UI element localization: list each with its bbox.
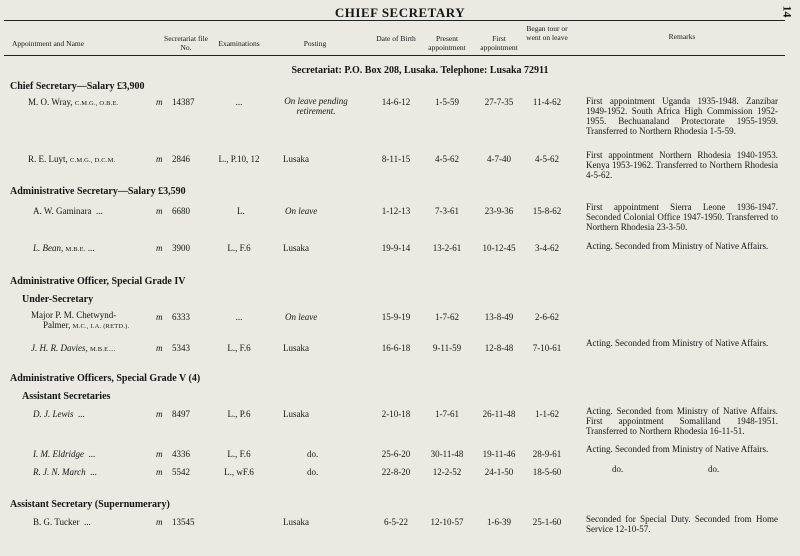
remarks-ditto: do.: [612, 464, 624, 474]
present-appointment: 30-11-48: [430, 449, 464, 459]
secretariat-address: Secretariat: P.O. Box 208, Lusaka. Telephone: Lusaka 72911: [291, 65, 549, 76]
began-tour: 1-1-62: [535, 409, 559, 419]
leader-dots: ...: [90, 467, 97, 477]
first-appointment: 10-12-45: [482, 243, 516, 253]
leader-dots: ...: [78, 409, 85, 419]
file-no: 5343: [172, 343, 190, 353]
posting: Lusaka: [283, 517, 309, 527]
exams: L., F.6: [227, 243, 251, 253]
present-appointment: 1-7-62: [435, 312, 459, 322]
section-under-secretary: Under-Secretary: [22, 294, 94, 305]
file-no: 3900: [172, 243, 190, 253]
date-of-birth: 6-5-22: [384, 517, 408, 527]
name: Major P. M. Chetwynd-: [31, 310, 117, 320]
name: R. E. Luyt,: [28, 154, 68, 164]
present-appointment: 1-5-59: [435, 97, 459, 107]
exams: L., F.6: [227, 343, 251, 353]
file-no: 13545: [172, 517, 195, 527]
date-of-birth: 19-9-14: [381, 243, 411, 253]
first-appointment: 23-9-36: [484, 206, 514, 216]
file-no: 14387: [172, 97, 195, 107]
date-of-birth: 1-12-13: [381, 206, 411, 216]
section-assistant-supernumerary: Assistant Secretary (Supernumerary): [10, 499, 170, 510]
first-appointment: 27-7-35: [484, 97, 514, 107]
sex: m: [156, 343, 163, 353]
name: D. J. Lewis: [33, 409, 74, 419]
began-tour: 2-6-62: [535, 312, 559, 322]
began-tour: 4-5-62: [535, 154, 559, 164]
date-of-birth: 22-8-20: [381, 467, 411, 477]
sex: m: [156, 517, 163, 527]
section-assistant-secretaries: Assistant Secretaries: [22, 391, 111, 402]
sex: m: [156, 312, 163, 322]
posting: do.: [307, 467, 319, 477]
present-appointment: 13-2-61: [432, 243, 462, 253]
present-appointment: 12-2-52: [432, 467, 462, 477]
remarks: First appointment Uganda 1935-1948. Zanzibar 1949-1952. South Africa High Commission 1952-1955. Bechuanaland Protectorate 1955-1959. Transferred to Northern Rhodesia 1-5-59.: [586, 96, 778, 136]
sex: m: [156, 449, 163, 459]
posting: On leave: [285, 312, 318, 322]
present-appointment: 7-3-61: [435, 206, 459, 216]
began-tour: 15-8-62: [532, 206, 562, 216]
first-appointment: 24-1-50: [484, 467, 514, 477]
col-posting: Posting: [303, 39, 327, 48]
began-tour: 3-4-62: [535, 243, 559, 253]
name: A. W. Gaminara: [33, 206, 92, 216]
first-appointment: 26-11-48: [482, 409, 516, 419]
section-admin-secretary: Administrative Secretary—Salary £3,590: [10, 186, 186, 197]
section-chief-secretary: Chief Secretary—Salary £3,900: [10, 81, 145, 92]
col-file: Secretariat file No.: [164, 34, 208, 52]
posting: Lusaka: [283, 343, 309, 353]
exams: L., P.6: [227, 409, 251, 419]
first-appointment: 1-6-39: [487, 517, 511, 527]
date-of-birth: 8-11-15: [381, 154, 411, 164]
name: L. Bean,: [33, 243, 64, 253]
sex: m: [156, 97, 163, 107]
exams: L., wF.6: [224, 467, 254, 477]
date-of-birth: 25-6-20: [381, 449, 411, 459]
remarks-ditto-2: do.: [708, 464, 720, 474]
date-of-birth: 14-6-12: [381, 97, 411, 107]
posting: On leave: [285, 206, 318, 216]
name: R. J. N. March: [33, 467, 86, 477]
header-rule-bottom: [4, 55, 785, 56]
remarks: Acting. Seconded from Ministry of Native Affairs. First appointment Somaliland 1948-1951. Transferred to Northern Rhodesia 16-11-51.: [586, 406, 778, 436]
exams: ...: [235, 97, 243, 107]
col-exams: Examinations: [218, 39, 260, 48]
page-title: CHIEF SECRETARY: [334, 5, 466, 20]
sex: m: [156, 154, 163, 164]
page-number: 14: [780, 5, 795, 18]
leader-dots: ...: [87, 243, 95, 253]
file-no: 6680: [172, 206, 190, 216]
file-no: 5542: [172, 467, 190, 477]
present-appointment: 9-11-59: [432, 343, 462, 353]
file-no: 6333: [172, 312, 190, 322]
honours: M.B.E....: [89, 346, 116, 353]
first-appointment: 19-11-46: [482, 449, 516, 459]
honours: M.B.E.: [65, 246, 86, 253]
leader-dots: ...: [84, 517, 91, 527]
header-rule-top: [4, 20, 785, 21]
section-special-grade-iv: Administrative Officer, Special Grade IV: [10, 276, 186, 287]
remarks: Seconded for Special Duty. Seconded from Home Service 12-10-57.: [586, 514, 778, 534]
honours: C.M.G., O.B.E.: [74, 100, 119, 107]
col-present: Present appointment: [428, 34, 466, 52]
began-tour: 28-9-61: [532, 449, 562, 459]
remarks: Acting. Seconded from Ministry of Native Affairs.: [586, 338, 769, 348]
began-tour: 7-10-61: [532, 343, 562, 353]
present-appointment: 4-5-62: [435, 154, 459, 164]
honours: M.C., I.A. (RETD.).: [72, 323, 130, 330]
date-of-birth: 2-10-18: [381, 409, 411, 419]
honours: C.M.G., D.C.M.: [70, 157, 116, 164]
name-continued: Palmer,: [43, 320, 71, 330]
col-remarks: Remarks: [668, 32, 696, 41]
file-no: 8497: [172, 409, 190, 419]
first-appointment: 4-7-40: [487, 154, 511, 164]
posting: do.: [307, 449, 319, 459]
date-of-birth: 15-9-19: [381, 312, 411, 322]
sex: m: [156, 206, 163, 216]
remarks: Acting. Seconded from Ministry of Native Affairs.: [586, 241, 769, 251]
present-appointment: 12-10-57: [430, 517, 464, 527]
sex: m: [156, 243, 163, 253]
exams: L.: [237, 206, 245, 216]
sex: m: [156, 409, 163, 419]
section-special-grade-v: Administrative Officers, Special Grade V (4): [10, 373, 201, 384]
leader-dots: ...: [88, 449, 96, 459]
file-no: 2846: [172, 154, 190, 164]
date-of-birth: 16-6-18: [381, 343, 411, 353]
first-appointment: 13-8-49: [484, 312, 514, 322]
file-no: 4336: [172, 449, 190, 459]
col-appointment: Appointment and Name: [12, 39, 85, 48]
name: B. G. Tucker: [33, 517, 80, 527]
col-tour: Began tour or went on leave: [526, 24, 568, 42]
present-appointment: 1-7-61: [435, 409, 459, 419]
col-first: First appointment: [480, 34, 518, 52]
posting: On leave pending retirement.: [284, 96, 348, 116]
exams: L., F.6: [227, 449, 251, 459]
posting: Lusaka: [283, 409, 309, 419]
remarks: First appointment Northern Rhodesia 1940-1953. Kenya 1953-1962. Transferred to Northern Rhodesia 4-5-62.: [586, 150, 778, 180]
first-appointment: 12-8-48: [484, 343, 514, 353]
began-tour: 11-4-62: [532, 97, 562, 107]
remarks: Acting. Seconded from Ministry of Native Affairs.: [586, 444, 769, 454]
exams: ...: [235, 312, 243, 322]
began-tour: 25-1-60: [532, 517, 562, 527]
posting: Lusaka: [283, 243, 309, 253]
remarks: First appointment Sierra Leone 1936-1947. Seconded Colonial Office 1947-1950. Transferred to Northern Rhodesia 23-3-50.: [586, 202, 778, 232]
exams: L., P.10, 12: [218, 154, 260, 164]
name: I. M. Eldridge: [33, 449, 84, 459]
name: J. H. R. Davies,: [31, 343, 88, 353]
began-tour: 18-5-60: [532, 467, 562, 477]
name: M. O. Wray,: [28, 97, 73, 107]
sex: m: [156, 467, 163, 477]
leader-dots: ...: [96, 206, 103, 216]
col-dob: Date of Birth: [376, 34, 416, 43]
posting: Lusaka: [283, 154, 309, 164]
